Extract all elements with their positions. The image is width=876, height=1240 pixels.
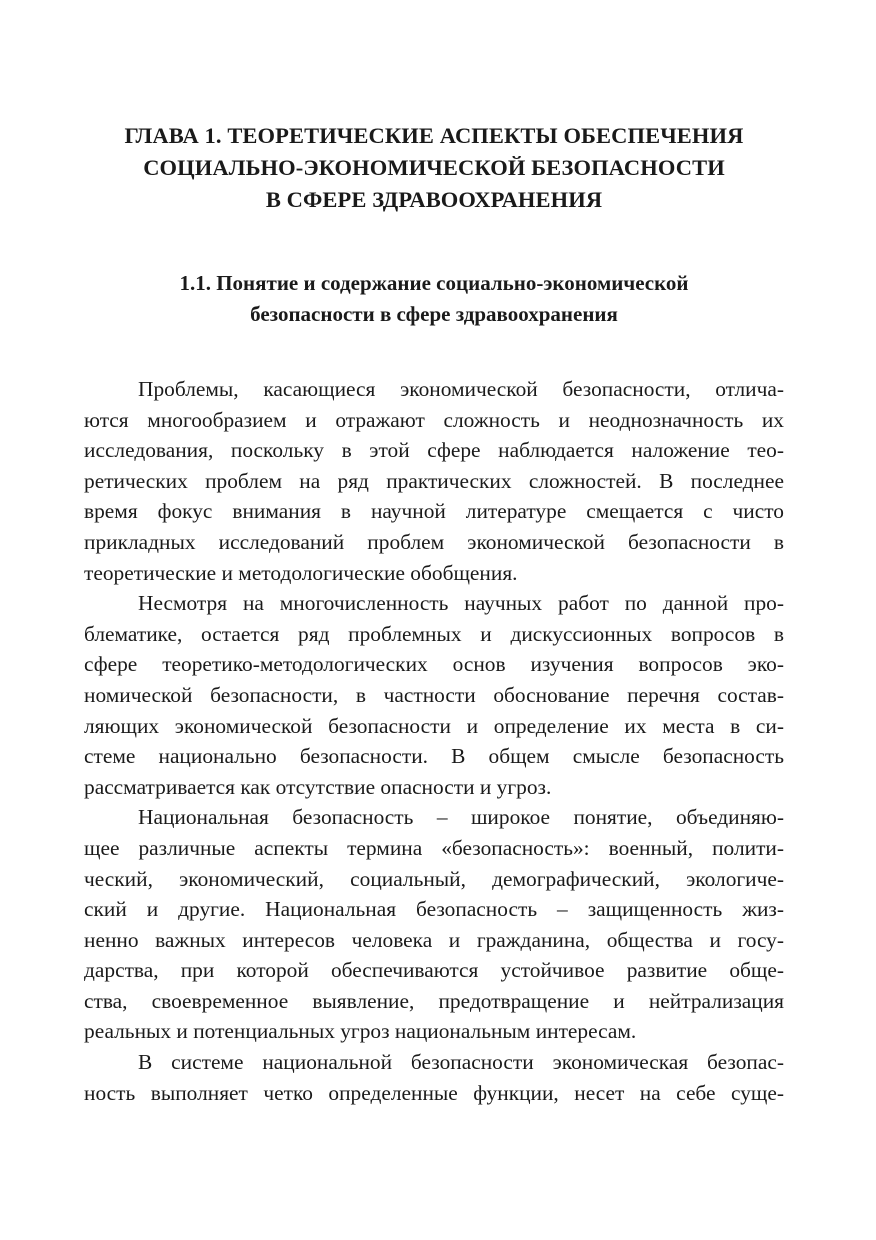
chapter-title [84, 120, 784, 216]
text-line: ский и другие. Национальная безопасность – защищенность жиз- [84, 897, 784, 922]
section-title [84, 268, 784, 330]
text-line: Несмотря на многочисленность научных работ по данной про- [138, 591, 784, 616]
text-line: ненно важных интересов человека и гражданина, общества и госу- [84, 927, 784, 952]
text-line: Национальная безопасность – широкое понятие, объединяю- [138, 805, 784, 830]
text-line: ретических проблем на ряд практических сложностей. В последнее [84, 468, 784, 493]
section-title-line: 1.1. Понятие и содержание социально-экономической [179, 271, 689, 295]
text-line: теоретические и методологические обобщения. [84, 560, 518, 585]
text-line: Проблемы, касающиеся экономической безопасности, отлича- [138, 377, 784, 401]
chapter-title-line: В СФЕРЕ ЗДРАВООХРАНЕНИЯ [265, 187, 603, 212]
paragraph-3 [84, 802, 784, 1047]
text-line: ность выполняет четко определенные функции, несет на себе суще- [84, 1080, 784, 1105]
paragraph-1 [84, 374, 784, 588]
text-line: блематике, остается ряд проблемных и дискуссионных вопросов в [84, 621, 784, 646]
body-text [84, 374, 784, 1108]
text-line: номической безопасности, в частности обоснование перечня состав- [84, 682, 784, 707]
text-line: стеме национально безопасности. В общем смысле безопасность [84, 744, 784, 769]
text-line: дарства, при которой обеспечиваются устойчивое развитие обще- [84, 958, 784, 983]
section-title-line: безопасности в сфере здравоохранения [250, 302, 618, 326]
text-line: рассматривается как отсутствие опасности и угроз. [84, 774, 552, 799]
chapter-title-line: СОЦИАЛЬНО-ЭКОНОМИЧЕСКОЙ БЕЗОПАСНОСТИ [143, 155, 725, 180]
text-line: В системе национальной безопасности экономическая безопас- [138, 1050, 784, 1075]
text-line: ляющих экономической безопасности и определение их места в си- [84, 713, 784, 738]
text-line: ства, своевременное выявление, предотвращение и нейтрализация [84, 988, 784, 1013]
text-line: время фокус внимания в научной литературе смещается с чисто [84, 499, 784, 524]
paragraph-4 [84, 1047, 784, 1108]
text-line: реальных и потенциальных угроз национальным интересам. [84, 1019, 637, 1044]
text-line: исследования, поскольку в этой сфере наблюдается наложение тео- [84, 438, 784, 463]
text-line: щее различные аспекты термина «безопасность»: военный, полити- [84, 835, 784, 860]
paragraph-2 [84, 588, 784, 802]
text-line: прикладных исследований проблем экономической безопасности в [84, 529, 784, 554]
text-line: сфере теоретико-методологических основ изучения вопросов эко- [84, 652, 784, 677]
text-line: ческий, экономический, социальный, демографический, экологиче- [84, 866, 784, 891]
book-page [84, 0, 784, 1240]
text-line: ются многообразием и отражают сложность и неоднозначность их [84, 407, 784, 432]
chapter-title-line: ГЛАВА 1. ТЕОРЕТИЧЕСКИЕ АСПЕКТЫ ОБЕСПЕЧЕНИЯ [124, 123, 744, 148]
